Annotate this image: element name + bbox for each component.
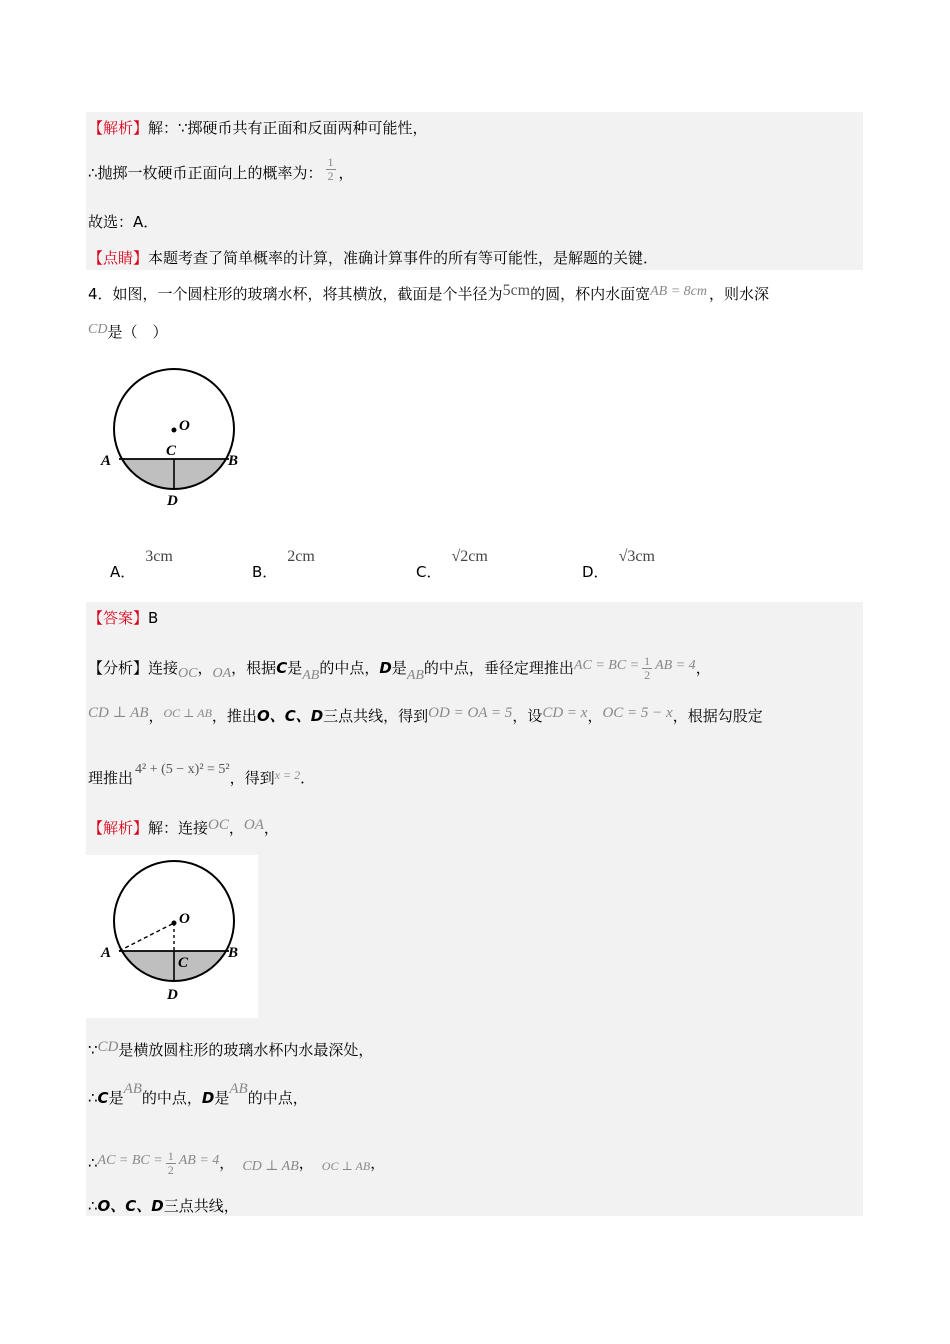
jiexi-tag: 【解析】	[88, 119, 149, 137]
fraction-den: 2	[327, 169, 334, 183]
question-text: 是（ ）	[107, 323, 168, 341]
analysis-line-2	[88, 706, 763, 727]
half-fraction	[166, 1150, 176, 1177]
fraction-num: 1	[644, 654, 651, 668]
text: 是	[214, 1089, 230, 1107]
choice-text: 故选：A．	[88, 213, 159, 231]
answer-line	[88, 608, 158, 628]
arc-ab-symbol: AB	[229, 1081, 248, 1097]
fraction-num: 1	[167, 1149, 174, 1163]
eq-right: AB = 4	[655, 658, 696, 673]
analysis-line-3	[88, 762, 316, 790]
analysis-line-1	[88, 655, 711, 682]
fraction-den: 2	[167, 1163, 174, 1177]
prev-dianjing-line	[88, 248, 658, 268]
cd-symbol: CD	[97, 1039, 119, 1055]
text: 的中点，垂径定理推出	[423, 659, 574, 677]
center-point	[172, 428, 177, 433]
text: 是横放圆柱形的玻璃水杯内水最深处，	[118, 1041, 374, 1059]
text: ，	[298, 1154, 314, 1172]
text: ，	[219, 1154, 235, 1172]
question-line-2	[88, 322, 167, 344]
eq-left: AC = BC =	[573, 658, 640, 673]
text: 的中点，	[319, 659, 380, 677]
od-eq: OD = OA = 5	[428, 705, 513, 721]
point-c: C	[276, 659, 288, 677]
dianjing-tag: 【点睛】	[88, 249, 149, 267]
arc-ab-symbol: AB	[406, 668, 424, 683]
text: ，	[263, 819, 279, 837]
text: 的中点，	[141, 1089, 202, 1107]
option-c[interactable]	[416, 545, 488, 581]
analysis-tag: 【分析】	[88, 659, 149, 677]
probability-text: ∴抛掷一枚硬币正面向上的概率为：	[88, 164, 323, 182]
label-c: C	[166, 443, 177, 459]
cd-symbol: CD	[88, 322, 108, 337]
point-c: C	[97, 1089, 109, 1107]
answer-value: B	[148, 609, 159, 627]
ab-equation: AB = 8cm	[650, 284, 707, 299]
oc-perp-ab: OC ⊥ AB	[321, 1159, 371, 1173]
step-3	[88, 1150, 385, 1177]
text: 三点共线，	[163, 1197, 239, 1215]
label-o: O	[179, 418, 190, 434]
text: ，得到	[229, 769, 275, 787]
text: ，	[148, 707, 164, 725]
punct: ，	[338, 164, 354, 182]
fraction-den: 2	[644, 668, 651, 682]
text: ，	[695, 659, 711, 677]
text: ，	[197, 659, 213, 677]
dianjing-text: 本题考查了简单概率的计算，准确计算事件的所有等可能性，是解题的关键．	[148, 249, 659, 267]
ab-symbol: AB	[123, 1081, 142, 1097]
text: ，根据勾股定	[672, 707, 763, 725]
text: 是	[287, 659, 303, 677]
cd-perp-ab: CD ⊥ AB	[88, 705, 149, 721]
points-ocd: O、C、D	[97, 1197, 164, 1215]
eq-left: AC = BC =	[97, 1153, 163, 1168]
option-label: B．	[252, 563, 278, 581]
text: 连接	[148, 659, 179, 677]
label-b: B	[228, 945, 239, 961]
segment-oa-dashed	[119, 923, 174, 951]
half-fraction	[642, 655, 652, 682]
option-value: 3cm	[145, 548, 173, 565]
question-text: 如图，一个圆柱形的玻璃水杯，将其横放，截面是个半径为	[112, 285, 503, 303]
text: 是	[108, 1089, 124, 1107]
label-d: D	[167, 493, 178, 509]
option-a[interactable]	[110, 545, 173, 581]
ab-symbol: AB	[302, 668, 320, 683]
text: ，根据	[231, 659, 277, 677]
cd-eq: CD = x	[542, 705, 588, 721]
text: ，	[228, 819, 244, 837]
circle-figure-1	[95, 368, 255, 513]
option-value: √2cm	[451, 548, 488, 565]
option-label: A．	[110, 563, 136, 581]
x-eq: x = 2	[274, 768, 301, 782]
eq-right: AB = 4	[178, 1153, 220, 1168]
point-d: D	[379, 659, 392, 677]
jiexi-text: 解：∵掷硬币共有正面和反面两种可能性，	[148, 119, 428, 137]
label-a: A	[101, 453, 112, 469]
question-number: 4．	[88, 285, 113, 303]
prev-choice-line	[88, 212, 158, 232]
text: 是	[391, 659, 407, 677]
therefore-symbol: ∴	[88, 1089, 98, 1107]
question-text: ，则水深	[709, 285, 770, 303]
probability-fraction	[326, 156, 336, 183]
label-b: B	[228, 453, 239, 469]
text: ，	[587, 707, 603, 725]
question-text: 的圆，杯内水面宽	[530, 285, 651, 303]
option-value: 2cm	[287, 548, 315, 565]
solution-line	[88, 818, 279, 839]
text: 理推出	[88, 769, 134, 787]
text: ．	[300, 769, 316, 787]
pythagoras-eq: 4² + (5 − x)² = 5²	[135, 762, 230, 777]
step-4	[88, 1196, 239, 1216]
step-2	[88, 1081, 308, 1109]
question-line-1	[88, 284, 769, 306]
label-d: D	[167, 987, 178, 1003]
cd-perp-ab: CD ⊥ AB	[242, 1159, 299, 1174]
fraction-num: 1	[327, 155, 334, 169]
answer-tag: 【答案】	[88, 609, 149, 627]
therefore-symbol: ∴	[88, 1154, 98, 1172]
therefore-symbol: ∴	[88, 1197, 98, 1215]
solution-tag: 【解析】	[88, 819, 149, 837]
oa-symbol: OA	[212, 666, 232, 681]
option-d[interactable]	[582, 545, 655, 581]
label-o: O	[179, 911, 190, 927]
text: 三点共线，得到	[323, 707, 429, 725]
text: ，设	[512, 707, 543, 725]
text: 的中点，	[247, 1089, 308, 1107]
oc-perp-ab: OC ⊥ AB	[163, 706, 212, 720]
because-symbol: ∵	[88, 1041, 98, 1059]
prev-probability-line	[88, 155, 354, 187]
option-b[interactable]	[252, 545, 315, 581]
oc-symbol: OC	[208, 817, 229, 833]
points-ocd: O、C、D	[256, 707, 324, 725]
text: ，推出	[211, 707, 257, 725]
circle-figure-2	[95, 860, 255, 1005]
step-1	[88, 1040, 373, 1061]
text: ，	[370, 1154, 386, 1172]
center-point	[172, 921, 177, 926]
option-label: C．	[416, 563, 442, 581]
oc-symbol: OC	[178, 666, 198, 681]
point-d: D	[201, 1089, 215, 1107]
radius-value: 5cm	[502, 282, 531, 299]
oa-symbol: OA	[243, 817, 264, 833]
option-value: √3cm	[618, 548, 655, 565]
label-a: A	[101, 945, 112, 961]
oc-eq: OC = 5 − x	[602, 705, 673, 721]
label-c: C	[178, 955, 189, 971]
prev-jiexi-line	[88, 118, 428, 138]
option-label: D．	[582, 563, 609, 581]
text: 解：连接	[148, 819, 209, 837]
